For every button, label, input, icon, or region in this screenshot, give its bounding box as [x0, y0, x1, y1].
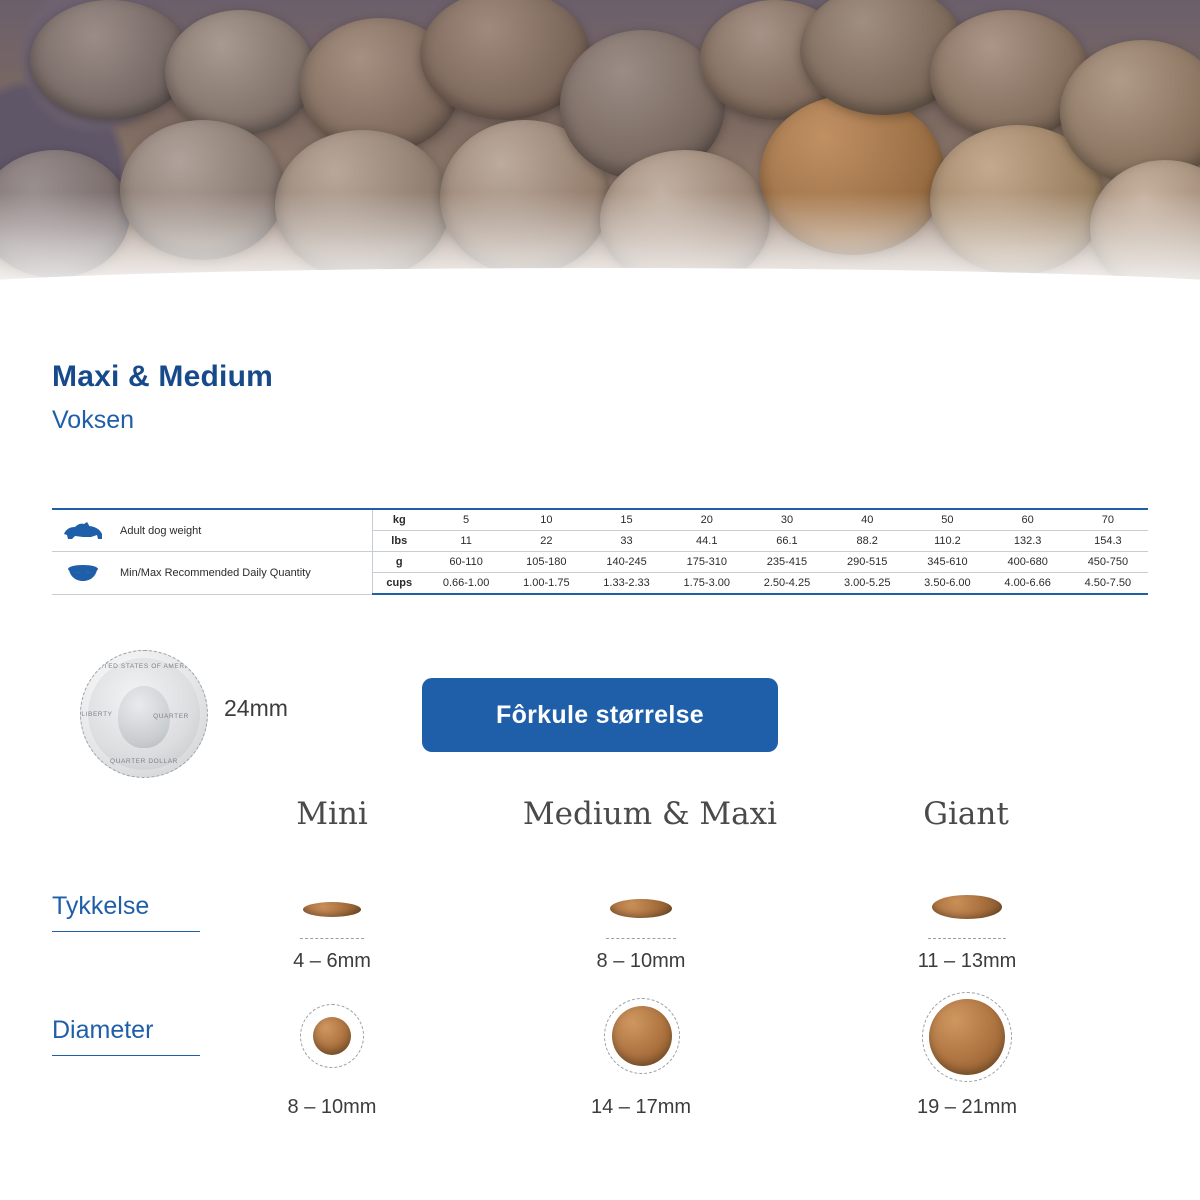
cell: 11	[426, 531, 506, 552]
kibble-diameter-medium	[612, 1006, 672, 1066]
value-thickness-giant: 11 – 13mm	[917, 950, 1017, 972]
cell: 140-245	[586, 552, 666, 573]
cell: 1.75-3.00	[667, 573, 747, 595]
measure-line-thickness-mini	[300, 938, 364, 939]
cell: 70	[1068, 509, 1148, 531]
coin-size-label: 24mm	[224, 695, 288, 721]
cell: 450-750	[1068, 552, 1148, 573]
unit-kg: kg	[372, 509, 426, 531]
hero-image	[0, 0, 1200, 312]
kibble-thickness-giant	[932, 895, 1002, 919]
cell: 400-680	[988, 552, 1068, 573]
kibble-thickness-mini	[303, 902, 361, 917]
value-diameter-giant: 19 – 21mm	[916, 1096, 1018, 1118]
value-diameter-medium: 14 – 17mm	[590, 1096, 692, 1118]
cell: 345-610	[907, 552, 987, 573]
value-diameter-mini: 8 – 10mm	[287, 1096, 377, 1118]
cell: 110.2	[907, 531, 987, 552]
cell: 1.00-1.75	[506, 573, 586, 595]
cell: 290-515	[827, 552, 907, 573]
page-subtitle: Voksen	[52, 406, 135, 434]
kibble-size-comparison	[0, 796, 1200, 1118]
page-title: Maxi & Medium	[52, 360, 273, 393]
cell: 20	[667, 509, 747, 531]
measure-line-thickness-medium	[606, 938, 676, 939]
kibble-thickness-medium	[610, 899, 672, 918]
coin-text-bottom: QUARTER DOLLAR	[110, 758, 178, 765]
dog-bowl-icon	[52, 552, 114, 595]
table-row	[52, 552, 1148, 573]
cell: 30	[747, 509, 827, 531]
cell: 5	[426, 509, 506, 531]
row-label-daily-quantity: Min/Max Recommended Daily Quantity	[114, 552, 372, 595]
cell: 40	[827, 509, 907, 531]
column-header-medium-maxi: Medium & Maxi	[522, 796, 778, 832]
dog-icon-svg	[61, 520, 105, 542]
cell: 33	[586, 531, 666, 552]
row-label-diameter: Diameter	[52, 1016, 200, 1056]
cell: 0.66-1.00	[426, 573, 506, 595]
size-column-headers	[0, 796, 1200, 858]
dog-bowl-icon-svg	[65, 564, 101, 582]
cell: 50	[907, 509, 987, 531]
cell: 2.50-4.25	[747, 573, 827, 595]
value-thickness-mini: 4 – 6mm	[293, 950, 371, 972]
feeding-guide-table	[52, 508, 1148, 595]
cell: 66.1	[747, 531, 827, 552]
value-thickness-medium: 8 – 10mm	[596, 950, 686, 972]
unit-g: g	[372, 552, 426, 573]
cell: 3.00-5.25	[827, 573, 907, 595]
quarter-coin-icon	[80, 650, 208, 778]
cell: 15	[586, 509, 666, 531]
cell: 60	[988, 509, 1068, 531]
coin-text-top: UNITED STATES OF AMERICA	[90, 663, 198, 670]
cell: 1.33-2.33	[586, 573, 666, 595]
cell: 22	[506, 531, 586, 552]
coin-text-right: QUARTER	[153, 713, 189, 720]
cell: 44.1	[667, 531, 747, 552]
row-label-dog-weight: Adult dog weight	[114, 509, 372, 552]
column-header-mini: Mini	[296, 796, 368, 832]
cell: 4.00-6.66	[988, 573, 1068, 595]
cell: 105-180	[506, 552, 586, 573]
kibble-piece	[165, 10, 315, 135]
coin-text-liberty: LIBERTY	[81, 711, 113, 718]
cell: 60-110	[426, 552, 506, 573]
row-label-thickness: Tykkelse	[52, 892, 200, 932]
column-header-giant: Giant	[923, 796, 1009, 832]
kibble-size-button[interactable]: Fôrkule størrelse	[422, 678, 778, 752]
cell: 4.50-7.50	[1068, 573, 1148, 595]
dog-icon	[52, 509, 114, 552]
cell: 88.2	[827, 531, 907, 552]
kibble-diameter-giant	[929, 999, 1005, 1075]
cell: 154.3	[1068, 531, 1148, 552]
kibble-diameter-mini	[313, 1017, 351, 1055]
cell: 132.3	[988, 531, 1068, 552]
unit-lbs: lbs	[372, 531, 426, 552]
cell: 3.50-6.00	[907, 573, 987, 595]
unit-cups: cups	[372, 573, 426, 595]
cell: 10	[506, 509, 586, 531]
hero-bottom-curve	[0, 268, 1200, 312]
measure-line-thickness-giant	[928, 938, 1006, 939]
table-row	[52, 509, 1148, 531]
cell: 235-415	[747, 552, 827, 573]
page-heading-block	[52, 360, 273, 435]
cell: 175-310	[667, 552, 747, 573]
